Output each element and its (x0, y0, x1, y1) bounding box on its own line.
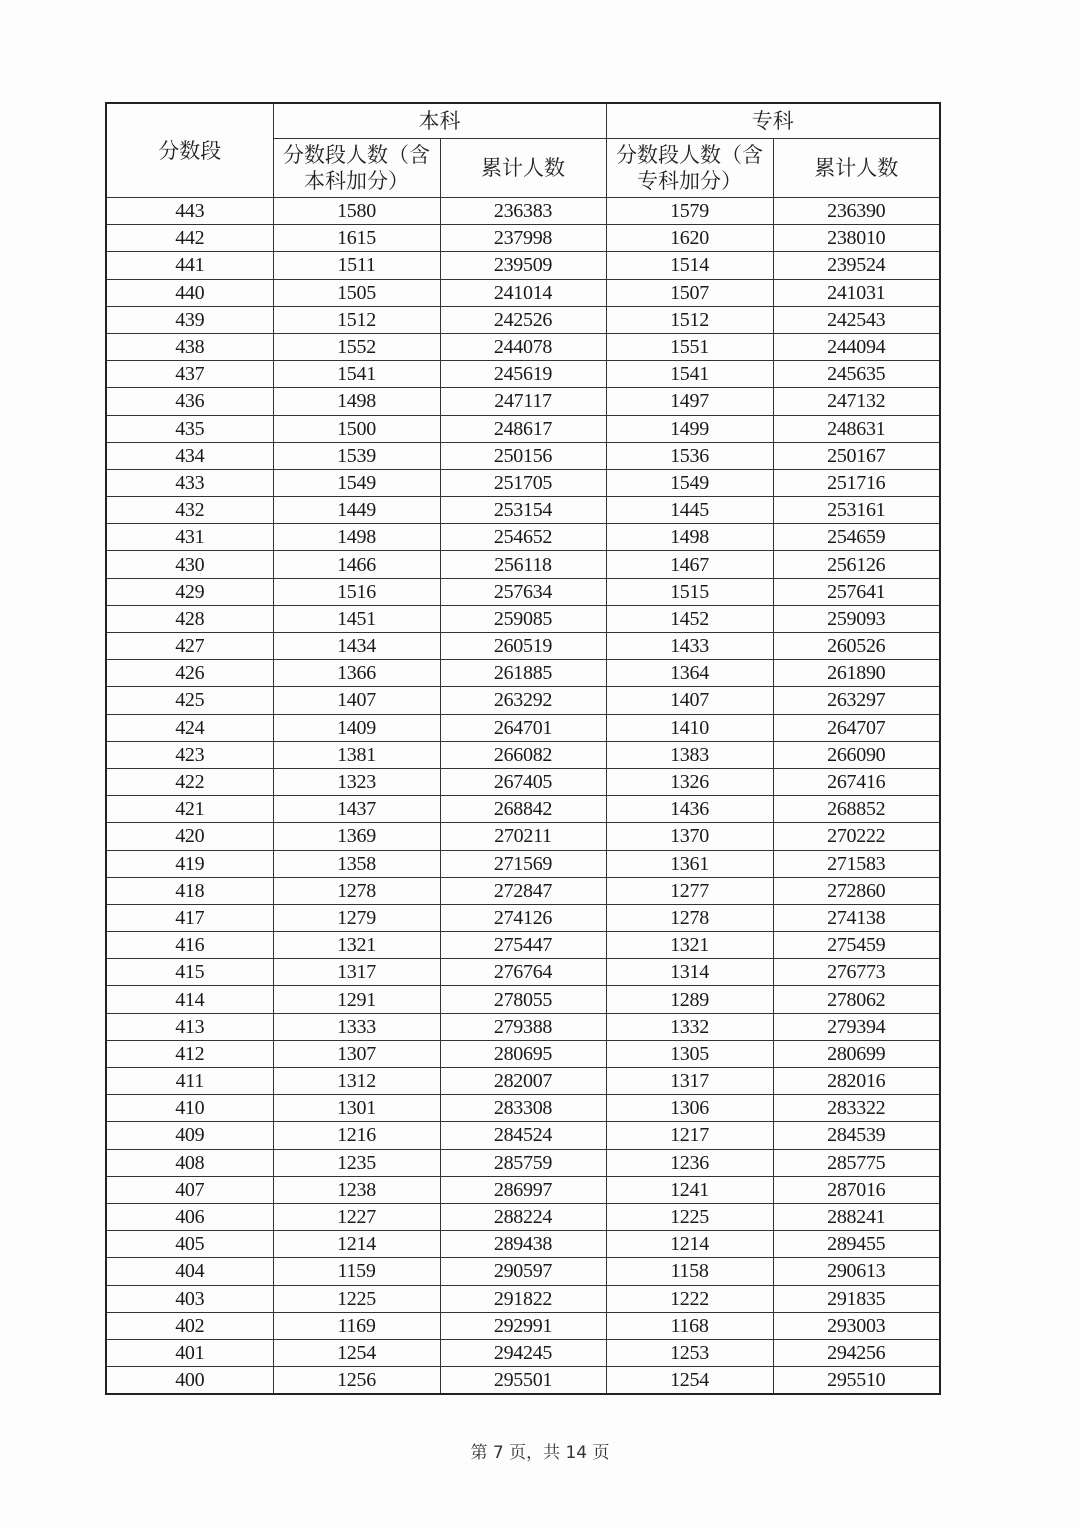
junior-college-cumulative-cell: 274138 (773, 904, 940, 931)
table-row (106, 1258, 940, 1285)
undergraduate-cumulative-cell: 295501 (440, 1367, 606, 1395)
table-row (106, 578, 940, 605)
table-row (106, 225, 940, 252)
undergraduate-count-cell: 1505 (273, 279, 440, 306)
undergraduate-count-cell: 1512 (273, 306, 440, 333)
table-row (106, 551, 940, 578)
undergraduate-cumulative-cell: 271569 (440, 850, 606, 877)
undergraduate-cumulative-cell: 239509 (440, 252, 606, 279)
score-cell: 404 (106, 1258, 273, 1285)
junior-college-cumulative-header: 累计人数 (773, 139, 940, 198)
undergraduate-count-cell: 1580 (273, 198, 440, 225)
junior-college-count-cell: 1620 (606, 225, 773, 252)
undergraduate-cumulative-cell: 251705 (440, 469, 606, 496)
junior-college-count-cell: 1433 (606, 633, 773, 660)
junior-college-count-cell: 1549 (606, 469, 773, 496)
undergraduate-cumulative-cell: 276764 (440, 959, 606, 986)
score-cell: 410 (106, 1095, 273, 1122)
score-cell: 434 (106, 442, 273, 469)
junior-college-cumulative-cell: 287016 (773, 1176, 940, 1203)
undergraduate-count-cell: 1291 (273, 986, 440, 1013)
junior-college-cumulative-cell: 282016 (773, 1068, 940, 1095)
score-cell: 418 (106, 877, 273, 904)
junior-college-count-cell: 1278 (606, 904, 773, 931)
junior-college-count-cell: 1383 (606, 741, 773, 768)
junior-college-count-cell: 1436 (606, 796, 773, 823)
table-row (106, 823, 940, 850)
score-cell: 436 (106, 388, 273, 415)
undergraduate-cumulative-cell: 278055 (440, 986, 606, 1013)
junior-college-count-cell: 1361 (606, 850, 773, 877)
junior-college-cumulative-cell: 291835 (773, 1285, 940, 1312)
junior-college-count-cell: 1445 (606, 497, 773, 524)
table-row (106, 361, 940, 388)
junior-college-cumulative-cell: 293003 (773, 1312, 940, 1339)
undergraduate-count-cell: 1358 (273, 850, 440, 877)
junior-college-group-header: 专科 (606, 103, 940, 139)
score-cell: 441 (106, 252, 273, 279)
table-row (106, 1231, 940, 1258)
table-row (106, 198, 940, 225)
score-cell: 432 (106, 497, 273, 524)
undergraduate-cumulative-cell: 248617 (440, 415, 606, 442)
score-cell: 433 (106, 469, 273, 496)
score-cell: 429 (106, 578, 273, 605)
junior-college-count-cell: 1289 (606, 986, 773, 1013)
table-row (106, 333, 940, 360)
undergraduate-count-cell: 1434 (273, 633, 440, 660)
undergraduate-count-cell: 1615 (273, 225, 440, 252)
junior-college-count-cell: 1214 (606, 1231, 773, 1258)
table-row (106, 1040, 940, 1067)
junior-college-cumulative-cell: 278062 (773, 986, 940, 1013)
table-row (106, 1367, 940, 1395)
junior-college-count-cell: 1277 (606, 877, 773, 904)
table-row (106, 1339, 940, 1366)
undergraduate-cumulative-cell: 275447 (440, 932, 606, 959)
table-row (106, 252, 940, 279)
undergraduate-cumulative-cell: 289438 (440, 1231, 606, 1258)
undergraduate-cumulative-cell: 291822 (440, 1285, 606, 1312)
junior-college-count-cell: 1407 (606, 687, 773, 714)
undergraduate-cumulative-cell: 236383 (440, 198, 606, 225)
junior-college-cumulative-cell: 283322 (773, 1095, 940, 1122)
score-cell: 430 (106, 551, 273, 578)
junior-college-count-cell: 1222 (606, 1285, 773, 1312)
undergraduate-cumulative-cell: 250156 (440, 442, 606, 469)
undergraduate-count-cell: 1169 (273, 1312, 440, 1339)
undergraduate-cumulative-cell: 286997 (440, 1176, 606, 1203)
score-cell: 416 (106, 932, 273, 959)
undergraduate-count-cell: 1451 (273, 605, 440, 632)
junior-college-cumulative-cell: 271583 (773, 850, 940, 877)
score-cell: 435 (106, 415, 273, 442)
junior-college-cumulative-cell: 267416 (773, 768, 940, 795)
undergraduate-count-cell: 1214 (273, 1231, 440, 1258)
undergraduate-cumulative-cell: 256118 (440, 551, 606, 578)
undergraduate-cumulative-cell: 290597 (440, 1258, 606, 1285)
junior-college-count-cell: 1499 (606, 415, 773, 442)
score-cell: 405 (106, 1231, 273, 1258)
junior-college-cumulative-cell: 238010 (773, 225, 940, 252)
table-row (106, 415, 940, 442)
undergraduate-cumulative-cell: 244078 (440, 333, 606, 360)
undergraduate-cumulative-cell: 260519 (440, 633, 606, 660)
undergraduate-count-cell: 1256 (273, 1367, 440, 1395)
junior-college-count-cell: 1236 (606, 1149, 773, 1176)
undergraduate-cumulative-cell: 253154 (440, 497, 606, 524)
junior-college-count-cell: 1514 (606, 252, 773, 279)
page-number: 第 7 页，共 14 页 (470, 1443, 610, 1463)
table-row (106, 959, 940, 986)
score-cell: 442 (106, 225, 273, 252)
junior-college-count-cell: 1541 (606, 361, 773, 388)
undergraduate-cumulative-cell: 294245 (440, 1339, 606, 1366)
junior-college-cumulative-cell: 247132 (773, 388, 940, 415)
table-row (106, 1285, 940, 1312)
junior-college-cumulative-cell: 268852 (773, 796, 940, 823)
score-cell: 438 (106, 333, 273, 360)
junior-college-count-cell: 1217 (606, 1122, 773, 1149)
undergraduate-cumulative-cell: 237998 (440, 225, 606, 252)
undergraduate-count-cell: 1466 (273, 551, 440, 578)
score-cell: 437 (106, 361, 273, 388)
undergraduate-count-cell: 1369 (273, 823, 440, 850)
junior-college-cumulative-cell: 260526 (773, 633, 940, 660)
undergraduate-count-cell: 1238 (273, 1176, 440, 1203)
undergraduate-count-cell: 1279 (273, 904, 440, 931)
score-cell: 423 (106, 741, 273, 768)
junior-college-count-cell: 1332 (606, 1013, 773, 1040)
junior-college-count-cell: 1241 (606, 1176, 773, 1203)
junior-college-cumulative-cell: 272860 (773, 877, 940, 904)
undergraduate-count-cell: 1381 (273, 741, 440, 768)
undergraduate-count-cell: 1235 (273, 1149, 440, 1176)
table-row (106, 877, 940, 904)
junior-college-count-cell: 1326 (606, 768, 773, 795)
undergraduate-cumulative-header: 累计人数 (440, 139, 606, 198)
undergraduate-cumulative-cell: 272847 (440, 877, 606, 904)
table-row (106, 1122, 940, 1149)
score-cell: 424 (106, 714, 273, 741)
score-cell: 403 (106, 1285, 273, 1312)
score-cell: 402 (106, 1312, 273, 1339)
score-cell: 421 (106, 796, 273, 823)
score-cell: 409 (106, 1122, 273, 1149)
junior-college-cumulative-cell: 295510 (773, 1367, 940, 1395)
score-cell: 420 (106, 823, 273, 850)
score-cell: 440 (106, 279, 273, 306)
junior-college-count-cell: 1321 (606, 932, 773, 959)
junior-college-cumulative-cell: 241031 (773, 279, 940, 306)
table-row (106, 796, 940, 823)
score-cell: 400 (106, 1367, 273, 1395)
undergraduate-cumulative-cell: 247117 (440, 388, 606, 415)
junior-college-count-cell: 1467 (606, 551, 773, 578)
junior-college-cumulative-cell: 280699 (773, 1040, 940, 1067)
undergraduate-count-cell: 1498 (273, 524, 440, 551)
table-row (106, 850, 940, 877)
table-row (106, 1312, 940, 1339)
junior-college-count-cell: 1305 (606, 1040, 773, 1067)
undergraduate-cumulative-cell: 245619 (440, 361, 606, 388)
undergraduate-count-cell: 1500 (273, 415, 440, 442)
junior-college-count-cell: 1306 (606, 1095, 773, 1122)
table-row (106, 687, 940, 714)
undergraduate-count-cell: 1317 (273, 959, 440, 986)
junior-college-count-cell: 1452 (606, 605, 773, 632)
table-row (106, 714, 940, 741)
junior-college-cumulative-cell: 244094 (773, 333, 940, 360)
junior-college-count-cell: 1168 (606, 1312, 773, 1339)
score-cell: 428 (106, 605, 273, 632)
undergraduate-cumulative-cell: 270211 (440, 823, 606, 850)
junior-college-count-cell: 1253 (606, 1339, 773, 1366)
junior-college-cumulative-cell: 266090 (773, 741, 940, 768)
score-cell: 412 (106, 1040, 273, 1067)
junior-college-count-cell: 1497 (606, 388, 773, 415)
table-row (106, 904, 940, 931)
undergraduate-count-cell: 1407 (273, 687, 440, 714)
junior-college-count-cell: 1314 (606, 959, 773, 986)
junior-college-count-cell: 1410 (606, 714, 773, 741)
junior-college-count-cell: 1512 (606, 306, 773, 333)
undergraduate-count-cell: 1366 (273, 660, 440, 687)
junior-college-cumulative-cell: 284539 (773, 1122, 940, 1149)
score-cell: 415 (106, 959, 273, 986)
undergraduate-cumulative-cell: 267405 (440, 768, 606, 795)
undergraduate-cumulative-cell: 274126 (440, 904, 606, 931)
undergraduate-count-cell: 1307 (273, 1040, 440, 1067)
junior-college-count-cell: 1370 (606, 823, 773, 850)
table-row (106, 497, 940, 524)
junior-college-cumulative-cell: 256126 (773, 551, 940, 578)
undergraduate-cumulative-cell: 254652 (440, 524, 606, 551)
undergraduate-count-cell: 1549 (273, 469, 440, 496)
score-cell: 408 (106, 1149, 273, 1176)
junior-college-count-cell: 1317 (606, 1068, 773, 1095)
undergraduate-count-cell: 1409 (273, 714, 440, 741)
undergraduate-cumulative-cell: 263292 (440, 687, 606, 714)
junior-college-count-cell: 1507 (606, 279, 773, 306)
undergraduate-count-cell: 1323 (273, 768, 440, 795)
undergraduate-count-cell: 1225 (273, 1285, 440, 1312)
table-row (106, 524, 940, 551)
junior-college-cumulative-cell: 288241 (773, 1203, 940, 1230)
undergraduate-count-cell: 1216 (273, 1122, 440, 1149)
junior-college-cumulative-cell: 245635 (773, 361, 940, 388)
undergraduate-count-cell: 1301 (273, 1095, 440, 1122)
junior-college-cumulative-cell: 251716 (773, 469, 940, 496)
junior-college-cumulative-cell: 261890 (773, 660, 940, 687)
junior-college-cumulative-cell: 289455 (773, 1231, 940, 1258)
junior-college-cumulative-cell: 279394 (773, 1013, 940, 1040)
junior-college-cumulative-cell: 294256 (773, 1339, 940, 1366)
junior-college-cumulative-cell: 263297 (773, 687, 940, 714)
junior-college-cumulative-cell: 239524 (773, 252, 940, 279)
junior-college-cumulative-cell: 242543 (773, 306, 940, 333)
score-cell: 411 (106, 1068, 273, 1095)
junior-college-count-cell: 1551 (606, 333, 773, 360)
table-row (106, 469, 940, 496)
undergraduate-cumulative-cell: 280695 (440, 1040, 606, 1067)
junior-college-count-cell: 1515 (606, 578, 773, 605)
score-cell: 422 (106, 768, 273, 795)
table-row (106, 1068, 940, 1095)
undergraduate-count-cell: 1516 (273, 578, 440, 605)
table-row (106, 1095, 940, 1122)
undergraduate-cumulative-cell: 242526 (440, 306, 606, 333)
score-cell: 426 (106, 660, 273, 687)
score-cell: 413 (106, 1013, 273, 1040)
score-cell: 414 (106, 986, 273, 1013)
junior-college-cumulative-cell: 253161 (773, 497, 940, 524)
table-row (106, 633, 940, 660)
junior-college-cumulative-cell: 236390 (773, 198, 940, 225)
table-row (106, 660, 940, 687)
undergraduate-cumulative-cell: 284524 (440, 1122, 606, 1149)
junior-college-cumulative-cell: 248631 (773, 415, 940, 442)
undergraduate-cumulative-cell: 292991 (440, 1312, 606, 1339)
score-cell: 401 (106, 1339, 273, 1366)
table-row (106, 986, 940, 1013)
junior-college-count-cell: 1364 (606, 660, 773, 687)
undergraduate-count-cell: 1333 (273, 1013, 440, 1040)
undergraduate-count-cell: 1511 (273, 252, 440, 279)
table-row (106, 279, 940, 306)
table-row (106, 605, 940, 632)
undergraduate-group-header: 本科 (273, 103, 606, 139)
table-row (106, 1176, 940, 1203)
undergraduate-count-cell: 1552 (273, 333, 440, 360)
undergraduate-count-cell: 1449 (273, 497, 440, 524)
junior-college-cumulative-cell: 254659 (773, 524, 940, 551)
undergraduate-cumulative-cell: 282007 (440, 1068, 606, 1095)
junior-college-cumulative-cell: 264707 (773, 714, 940, 741)
undergraduate-cumulative-cell: 288224 (440, 1203, 606, 1230)
table-row (106, 388, 940, 415)
undergraduate-count-cell: 1321 (273, 932, 440, 959)
junior-college-count-cell: 1225 (606, 1203, 773, 1230)
table-row (106, 768, 940, 795)
undergraduate-cumulative-cell: 264701 (440, 714, 606, 741)
junior-college-count-header: 分数段人数（含专科加分） (606, 139, 773, 198)
score-cell: 417 (106, 904, 273, 931)
undergraduate-count-cell: 1278 (273, 877, 440, 904)
undergraduate-cumulative-cell: 266082 (440, 741, 606, 768)
junior-college-cumulative-cell: 270222 (773, 823, 940, 850)
score-cell: 425 (106, 687, 273, 714)
junior-college-cumulative-cell: 250167 (773, 442, 940, 469)
undergraduate-count-cell: 1254 (273, 1339, 440, 1366)
junior-college-count-cell: 1158 (606, 1258, 773, 1285)
score-cell: 439 (106, 306, 273, 333)
table-row (106, 1203, 940, 1230)
score-cell: 443 (106, 198, 273, 225)
table-row (106, 741, 940, 768)
undergraduate-count-cell: 1541 (273, 361, 440, 388)
junior-college-cumulative-cell: 285775 (773, 1149, 940, 1176)
score-column-header: 分数段 (106, 103, 273, 198)
junior-college-count-cell: 1498 (606, 524, 773, 551)
undergraduate-cumulative-cell: 257634 (440, 578, 606, 605)
undergraduate-cumulative-cell: 283308 (440, 1095, 606, 1122)
table-row (106, 442, 940, 469)
junior-college-cumulative-cell: 290613 (773, 1258, 940, 1285)
table-header (106, 103, 940, 198)
junior-college-cumulative-cell: 259093 (773, 605, 940, 632)
table-row (106, 1013, 940, 1040)
junior-college-count-cell: 1579 (606, 198, 773, 225)
undergraduate-count-cell: 1437 (273, 796, 440, 823)
score-cell: 419 (106, 850, 273, 877)
score-cell: 431 (106, 524, 273, 551)
junior-college-count-cell: 1254 (606, 1367, 773, 1395)
table-row (106, 1149, 940, 1176)
junior-college-cumulative-cell: 275459 (773, 932, 940, 959)
undergraduate-cumulative-cell: 261885 (440, 660, 606, 687)
undergraduate-count-cell: 1227 (273, 1203, 440, 1230)
undergraduate-count-cell: 1312 (273, 1068, 440, 1095)
score-cell: 406 (106, 1203, 273, 1230)
score-distribution-table (105, 102, 941, 1395)
score-cell: 407 (106, 1176, 273, 1203)
undergraduate-count-cell: 1539 (273, 442, 440, 469)
undergraduate-cumulative-cell: 241014 (440, 279, 606, 306)
junior-college-cumulative-cell: 257641 (773, 578, 940, 605)
undergraduate-count-cell: 1498 (273, 388, 440, 415)
junior-college-count-cell: 1536 (606, 442, 773, 469)
undergraduate-cumulative-cell: 259085 (440, 605, 606, 632)
undergraduate-cumulative-cell: 285759 (440, 1149, 606, 1176)
undergraduate-cumulative-cell: 279388 (440, 1013, 606, 1040)
undergraduate-cumulative-cell: 268842 (440, 796, 606, 823)
junior-college-cumulative-cell: 276773 (773, 959, 940, 986)
score-cell: 427 (106, 633, 273, 660)
table-body (106, 198, 940, 1395)
table-row (106, 306, 940, 333)
undergraduate-count-cell: 1159 (273, 1258, 440, 1285)
table-row (106, 932, 940, 959)
undergraduate-count-header: 分数段人数（含本科加分） (273, 139, 440, 198)
